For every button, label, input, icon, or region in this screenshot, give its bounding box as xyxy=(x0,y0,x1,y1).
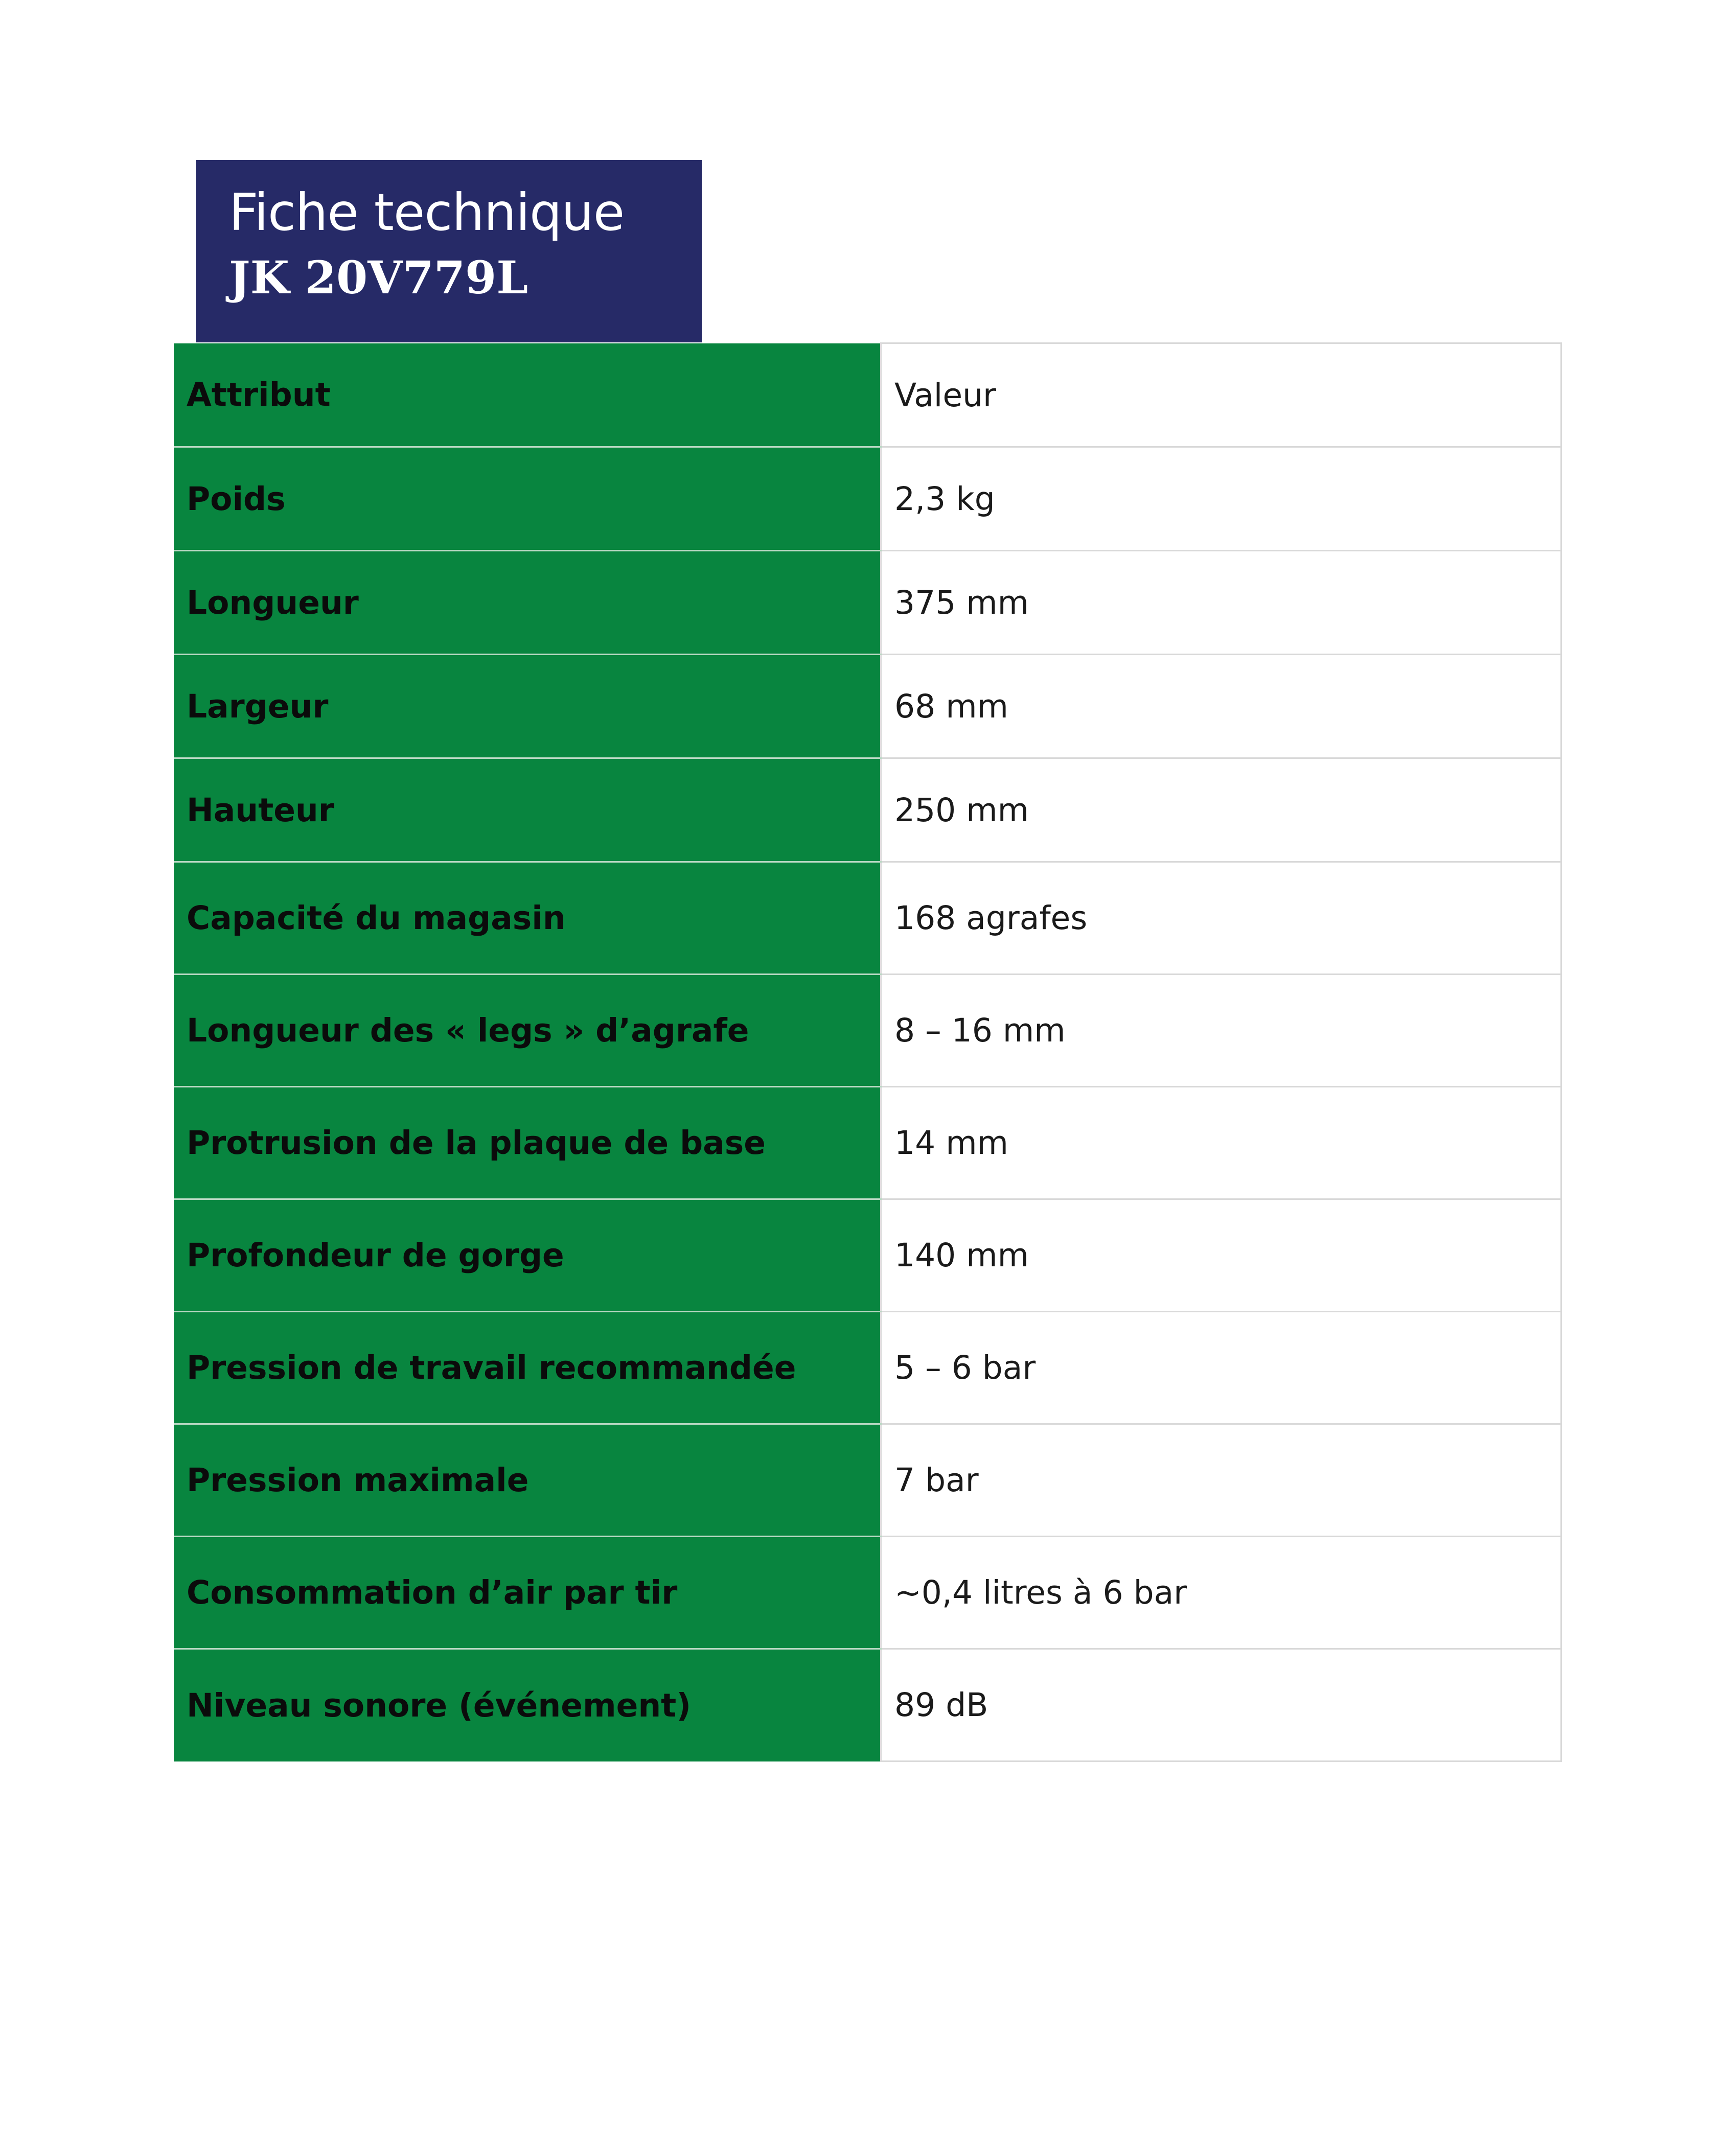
attribute-cell: Pression de travail recommandée xyxy=(174,1312,881,1424)
table-row xyxy=(174,551,1561,655)
table-row xyxy=(174,1312,1561,1424)
attribute-cell: Profondeur de gorge xyxy=(174,1199,881,1312)
value-cell: 250 mm xyxy=(881,758,1561,862)
title-banner xyxy=(196,160,702,342)
spec-table xyxy=(174,342,1562,1762)
value-cell: ~0,4 litres à 6 bar xyxy=(881,1537,1561,1649)
model-number: JK 20V779L xyxy=(229,251,528,304)
table-row xyxy=(174,975,1561,1087)
attribute-cell: Consommation d’air par tir xyxy=(174,1537,881,1649)
attribute-cell: Protrusion de la plaque de base xyxy=(174,1087,881,1199)
table-row xyxy=(174,1537,1561,1649)
attribute-cell: Hauteur xyxy=(174,758,881,862)
table-row xyxy=(174,758,1561,862)
table-header-row xyxy=(174,343,1561,447)
attribute-cell: Largeur xyxy=(174,655,881,758)
attribute-cell: Poids xyxy=(174,447,881,551)
table-row xyxy=(174,862,1561,975)
value-cell: 89 dB xyxy=(881,1649,1561,1761)
table-row xyxy=(174,1649,1561,1761)
value-cell: 375 mm xyxy=(881,551,1561,655)
attribute-cell: Capacité du magasin xyxy=(174,862,881,975)
table-row xyxy=(174,1424,1561,1537)
value-header: Valeur xyxy=(881,343,1561,447)
attribute-header: Attribut xyxy=(174,343,881,447)
value-cell: 14 mm xyxy=(881,1087,1561,1199)
value-cell: 7 bar xyxy=(881,1424,1561,1537)
attribute-cell: Pression maximale xyxy=(174,1424,881,1537)
attribute-cell: Niveau sonore (événement) xyxy=(174,1649,881,1761)
value-cell: 68 mm xyxy=(881,655,1561,758)
document-title: Fiche technique xyxy=(229,182,625,242)
value-cell: 8 – 16 mm xyxy=(881,975,1561,1087)
table-row xyxy=(174,1199,1561,1312)
attribute-cell: Longueur des « legs » d’agrafe xyxy=(174,975,881,1087)
table-row xyxy=(174,447,1561,551)
value-cell: 168 agrafes xyxy=(881,862,1561,975)
table-row xyxy=(174,655,1561,758)
value-cell: 2,3 kg xyxy=(881,447,1561,551)
value-cell: 5 – 6 bar xyxy=(881,1312,1561,1424)
table-row xyxy=(174,1087,1561,1199)
attribute-cell: Longueur xyxy=(174,551,881,655)
value-cell: 140 mm xyxy=(881,1199,1561,1312)
